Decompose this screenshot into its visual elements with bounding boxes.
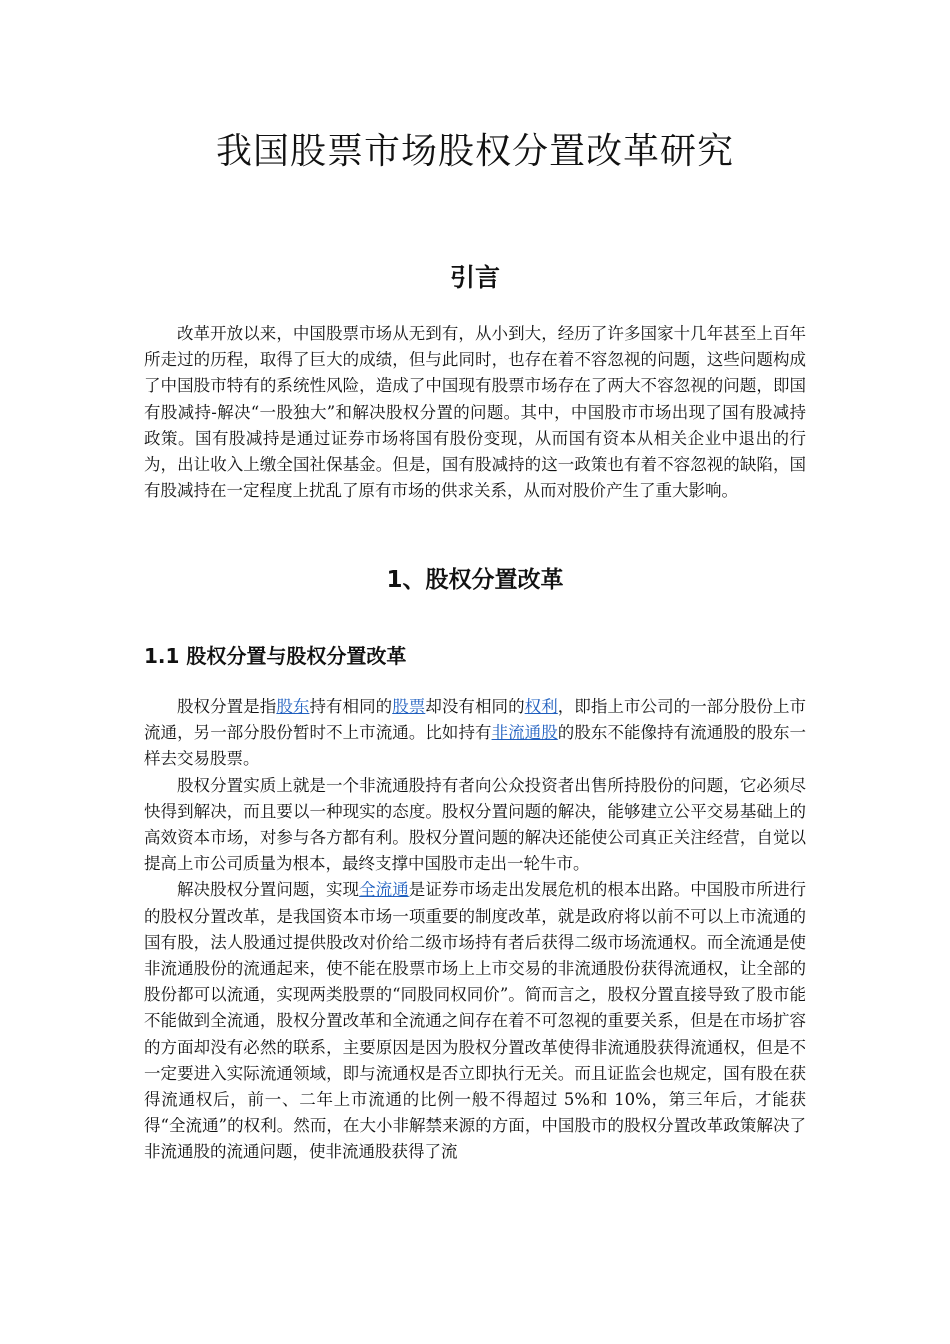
link-quanli[interactable]: 权利	[524, 697, 558, 716]
intro-heading: 引言	[449, 263, 500, 292]
link-quanliutong[interactable]: 全流通	[359, 880, 409, 900]
paragraph-text: 解决股权分置问题，实现	[177, 880, 360, 900]
paragraph-text: 的股东不能像持有流通股的股东一样去交易股票。	[144, 723, 807, 769]
section-1-heading: 1、股权分置改革	[386, 567, 564, 593]
link-gupiao[interactable]: 股票	[392, 697, 426, 716]
paragraph-text: 是证券市场走出发展危机的根本出路。中国股市所进行的股权分置改革，是我国资本市场一项重要的制度改革，就是政府将以前不可以上市流通的国有股，法人股通过提供股改对价给二级市场持有者后获得二级市场流通权。而全流通是使非流通股份的流通起来，使不能在股票市场上上市交易的非流通股份获得流通权，让全部的股份都可以流通，实现两类股票的“同股同权同价”。简而言之，股权分置直接导致了股市能不能做到全流通，股权分置改革和全流通之间存在着不可忽视的重要关系，但是在市场扩容的方面却没有必然的联系，主要原因是因为股权分置改革使得非流通股获得流通权，但是不一定要进入实际流通领域，即与流通权是否立即执行无关。而且证监会也规定，国有股在获得流通权后，前一、二年上市流通的比例一般不得超过 5%和 10%，第三年后，才能获得“全流通”的权利。然而，在大小非解禁来源的方面，中国股市的股权分置改革政策解决了非流通股的流通问题，使非流通股获得了流	[144, 880, 807, 1162]
subsection-1-1-heading: 1.1 股权分置与股权分置改革	[144, 644, 407, 668]
subsection-1-1-body	[144, 694, 806, 1166]
paragraph-2: 股权分置实质上就是一个非流通股持有者向公众投资者出售所持股份的问题，它必须尽快得到解决，而且要以一种现实的态度。股权分置问题的解决，能够建立公平交易基础上的高效资本市场，对参与各方都有利。股权分置问题的解决还能使公司真正关注经营，自觉以提高上市公司质量为根本，最终支撑中国股市走出一轮牛市。	[144, 775, 806, 874]
paragraph-3	[144, 877, 806, 1165]
paragraph-text: 股权分置是指	[177, 697, 277, 716]
paragraph-text: 却没有相同的	[425, 697, 525, 716]
intro-section	[144, 321, 806, 504]
intro-paragraph: 改革开放以来，中国股票市场从无到有，从小到大，经历了许多国家十几年甚至上百年所走过的历程，取得了巨大的成绩，但与此同时，也存在着不容忽视的问题，这些问题构成了中国股市特有的系统性风险，造成了中国现有股票市场存在了两大不容忽视的问题，即国有股减持-解决“一股独大”和解决股权分置的问题。其中，中国股市市场出现了国有股减持政策。国有股减持是通过证券市场将国有股份变现，从而国有资本从相关企业中退出的行为，出让收入上缴全国社保基金。但是，国有股减持的这一政策也有着不容忽视的缺陷，国有股减持在一定程度上扰乱了原有市场的供求关系，从而对股价产生了重大影响。	[144, 324, 806, 501]
link-feiliutonggu[interactable]: 非流通股	[491, 723, 558, 743]
paragraph-text: 持有相同的	[309, 697, 393, 716]
link-gudong[interactable]: 股东	[276, 697, 310, 716]
paragraph-1	[144, 694, 806, 773]
document-title: 我国股票市场股权分置改革研究	[215, 131, 734, 172]
paragraph-text: ，即指上市公司的一部分股份上市流通，另一部分股份暂时不上市流通。比如持有	[144, 697, 807, 743]
